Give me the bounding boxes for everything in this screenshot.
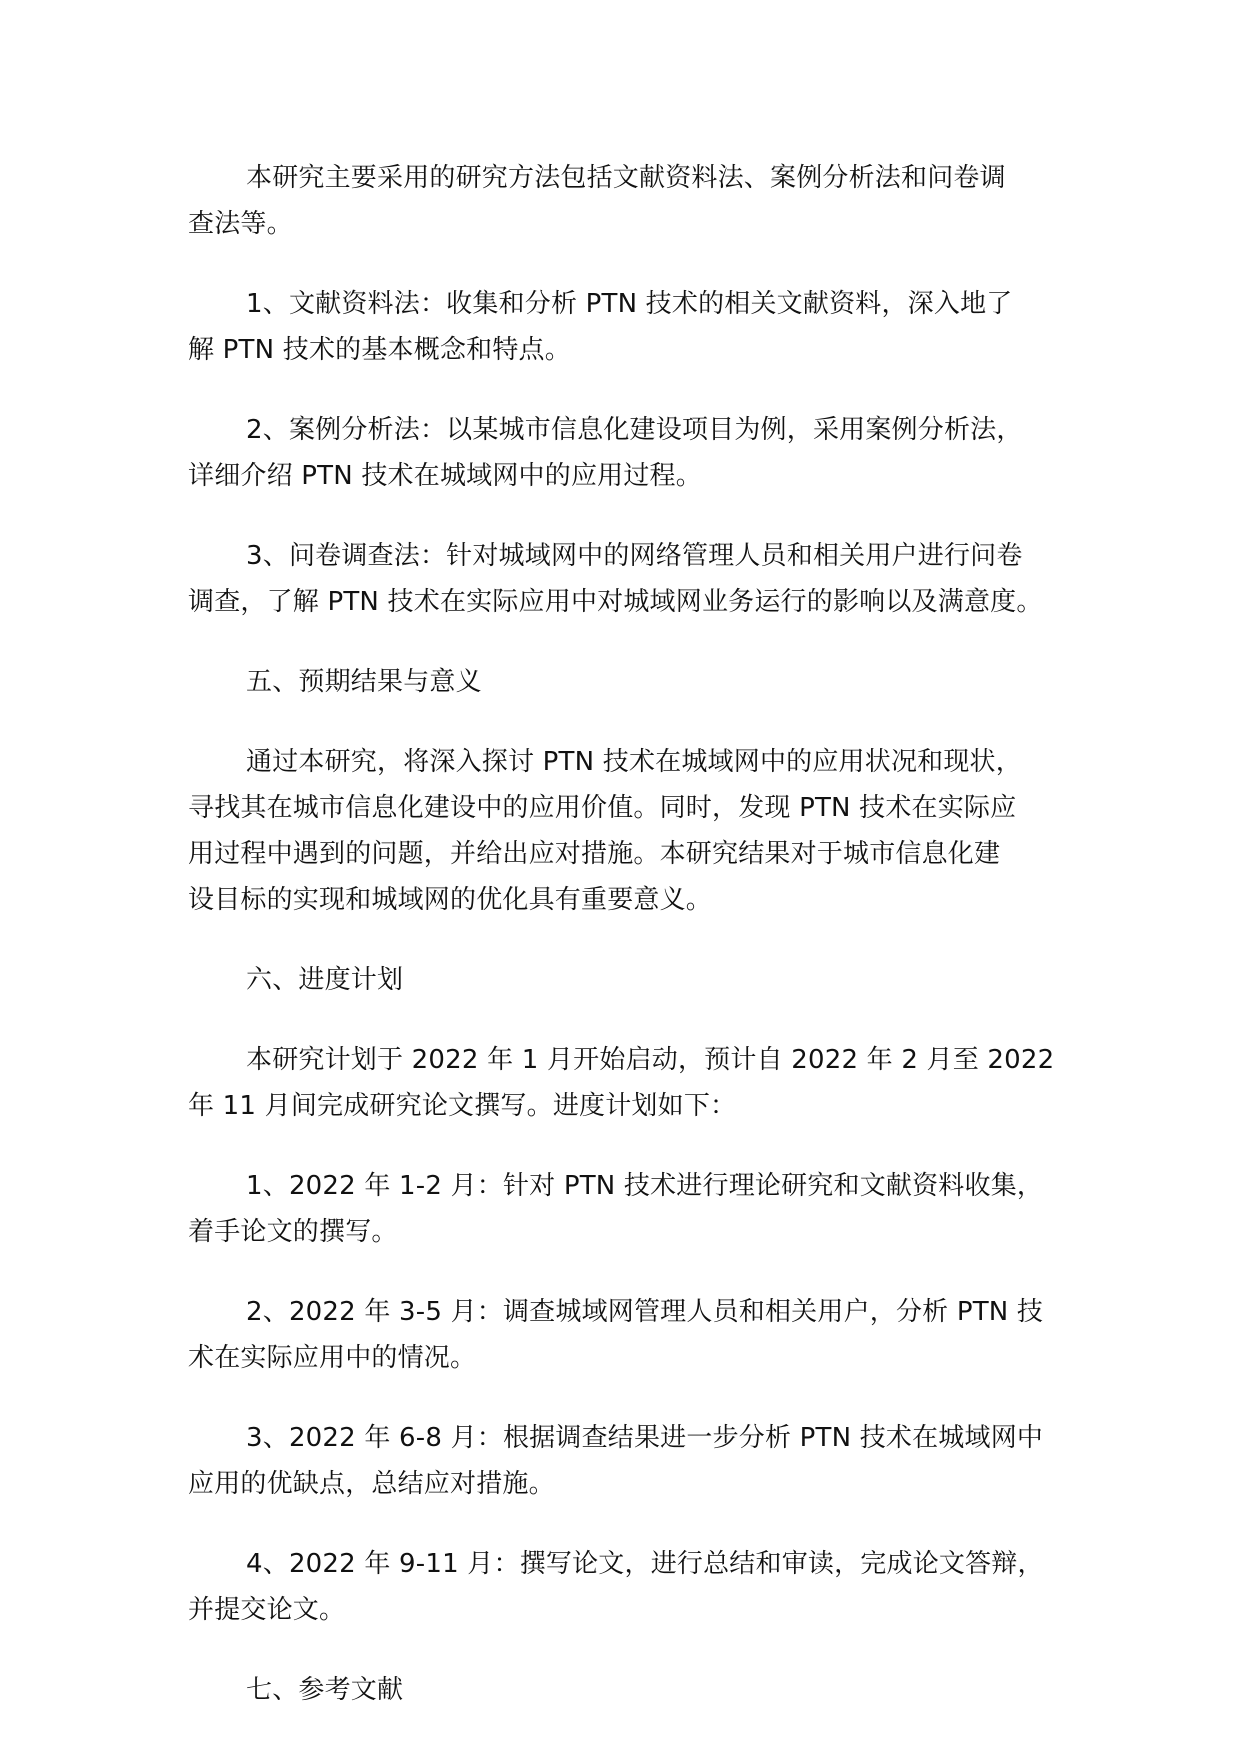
text-line: 3、问卷调查法：针对城域网中的网络管理人员和相关用户进行问卷	[246, 541, 1023, 571]
paragraph-schedule-item-4	[188, 1541, 1068, 1633]
paragraph-research-methods	[188, 155, 1068, 247]
text-line: 3、2022 年 6-8 月：根据调查结果进一步分析 PTN 技术在城域网中	[246, 1423, 1044, 1453]
heading-text: 五、预期结果与意义	[246, 667, 482, 697]
text-line: 1、文献资料法：收集和分析 PTN 技术的相关文献资料，深入地了	[246, 289, 1013, 319]
text-line: 本研究计划于 2022 年 1 月开始启动，预计自 2022 年 2 月至 2022	[246, 1045, 1055, 1075]
text-line: 着手论文的撰写。	[188, 1217, 398, 1247]
text-line: 应用的优缺点，总结应对措施。	[188, 1469, 555, 1499]
paragraph-method-case-study	[188, 407, 1068, 499]
text-line: 术在实际应用中的情况。	[188, 1343, 477, 1373]
text-line: 设目标的实现和城域网的优化具有重要意义。	[188, 885, 713, 915]
paragraph-method-literature	[188, 281, 1068, 373]
text-line: 1、2022 年 1-2 月：针对 PTN 技术进行理论研究和文献资料收集，	[246, 1171, 1044, 1201]
document-body	[188, 155, 1068, 1747]
text-line: 查法等。	[188, 209, 293, 239]
paragraph-method-questionnaire	[188, 533, 1068, 625]
paragraph-schedule-intro	[188, 1037, 1068, 1129]
section-heading-schedule	[188, 957, 1068, 1003]
text-line: 年 11 月间完成研究论文撰写。进度计划如下：	[188, 1091, 737, 1121]
text-line: 通过本研究，将深入探讨 PTN 技术在城域网中的应用状况和现状，	[246, 747, 1022, 777]
heading-text: 六、进度计划	[246, 965, 404, 995]
text-line: 4、2022 年 9-11 月：撰写论文，进行总结和审读，完成论文答辩，	[246, 1549, 1044, 1579]
heading-text: 七、参考文献	[246, 1675, 404, 1705]
text-line: 2、2022 年 3-5 月：调查城域网管理人员和相关用户，分析 PTN 技	[246, 1297, 1044, 1327]
text-line: 并提交论文。	[188, 1595, 346, 1625]
section-heading-expected-results	[188, 659, 1068, 705]
text-line: 调查，了解 PTN 技术在实际应用中对城域网业务运行的影响以及满意度。	[188, 587, 1043, 617]
text-line: 寻找其在城市信息化建设中的应用价值。同时，发现 PTN 技术在实际应	[188, 793, 1017, 823]
paragraph-schedule-item-3	[188, 1415, 1068, 1507]
text-line: 详细介绍 PTN 技术在城域网中的应用过程。	[188, 461, 702, 491]
paragraph-schedule-item-2	[188, 1289, 1068, 1381]
text-line: 用过程中遇到的问题，并给出应对措施。本研究结果对于城市信息化建	[188, 839, 1001, 869]
section-heading-references	[188, 1667, 1068, 1713]
text-line: 解 PTN 技术的基本概念和特点。	[188, 335, 571, 365]
text-line: 本研究主要采用的研究方法包括文献资料法、案例分析法和问卷调	[246, 163, 1006, 193]
paragraph-schedule-item-1	[188, 1163, 1068, 1255]
text-line: 2、案例分析法：以某城市信息化建设项目为例，采用案例分析法，	[246, 415, 1023, 445]
paragraph-expected-results	[188, 739, 1068, 923]
